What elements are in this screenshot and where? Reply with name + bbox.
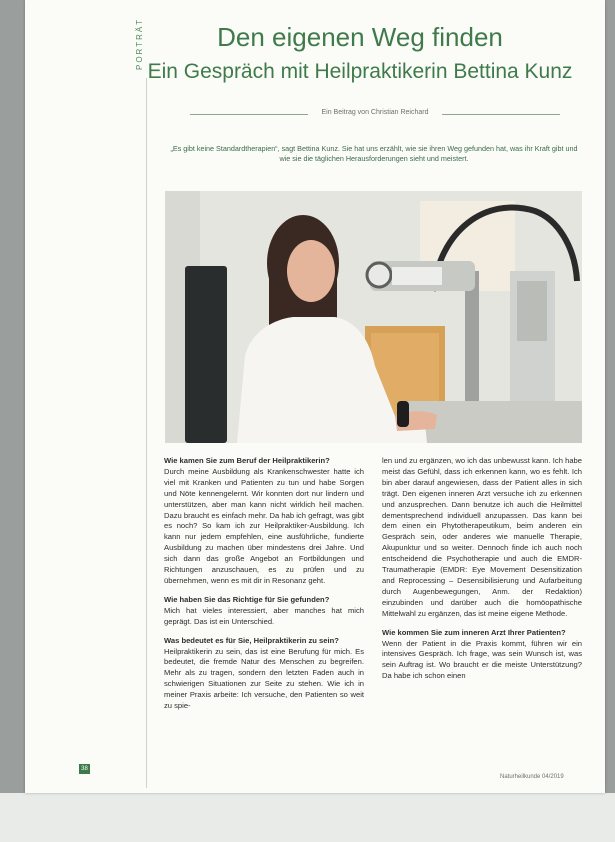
interview-answer: Durch meine Ausbildung als Krankenschwester hatte ich viel mit Kranken und Patienten zu tun und habe Sorgen und Nöte kennengelernt. Wir konnten dort nur lindern und unterstützen, aber man kann nicht wirklich heil machen. Dazu braucht es einfach mehr. Da hab ich gefragt, was gibt es noch? So kam ich zur Heilpraktiker-Ausbildung. Ich kann nur jedem empfehlen, eine ausführliche, fundierte Ausbildung zu machen über mindestens drei Jahre. Und sich dann das große Angebot an Fortbildungen und Richtungen anzuschauen, es zu prüfen und zu übernehmen, wenn es mit dir in Resonanz geht. (164, 466, 364, 585)
interview-question: Wie haben Sie das Richtige für Sie gefunden? (164, 594, 330, 604)
qa-block (382, 456, 582, 620)
article-column-right (382, 456, 582, 690)
interview-answer: Heilpraktikerin zu sein, das ist eine Berufung für mich. Es bedeutet, die fremde Natur des Menschen zu begreifen. Mehr als zu tragen, sondern den letzten Faden auch in schwierigen Situationen zur Seite zu stehen. Wie ich in meiner Praxis arbeite: Ich versuche, den Patienten so weit zu spie- (164, 646, 364, 711)
byline-rule-left (190, 114, 308, 115)
article-column-left (164, 456, 364, 720)
interview-question: Was bedeutet es für Sie, Heilpraktikerin zu sein? (164, 635, 339, 645)
section-divider (146, 78, 147, 788)
qa-block (382, 628, 582, 683)
article-subtitle: Ein Gespräch mit Heilpraktikerin Bettina Kunz (147, 60, 573, 83)
qa-block (164, 456, 364, 587)
interview-question: Wie kamen Sie zum Beruf der Heilpraktikerin? (164, 456, 330, 465)
interview-question: Wie kommen Sie zum inneren Arzt Ihrer Patienten? (382, 627, 566, 637)
intro-text: „Es gibt keine Standardtherapien“, sagt Bettina Kunz. Sie hat uns erzählt, wie sie ihren Weg gefunden hat, was ihr Kraft gibt und wie sie die täglichen Herausforderungen sieht und meistert. (170, 144, 578, 163)
interview-answer: Wenn der Patient in die Praxis kommt, führen wir ein intensives Gespräch. Ich frage, was sein Wunsch ist, was sein Auftrag ist. Wo braucht er die meiste Unterstützung? Da habe ich schon einen (382, 638, 582, 681)
byline: Ein Beitrag von Christian Reichard (321, 109, 429, 116)
portrait-photo (165, 191, 582, 443)
journal-footer: Naturheilkunde 04/2019 (500, 774, 564, 780)
scanner-margin (0, 793, 615, 842)
interview-answer: len und zu ergänzen, wo ich das unbewusst kann. Ich habe meist das Gefühl, dass ich erkennen kann, wo es fehlt. Ich bin aber darauf angewiesen, dass der Patient alles in sich trägt. Den eigenen inneren Arzt versuche ich zu erkennen und anzusprechen. Dann benutze ich auch die Heilmittel dementsprechend individuell anzupassen. Das kann bei dem einen ein Phytotherapeutikum, beim anderen ein Gespräch sein, oder anderes wie manuelle Therapie, Akupunktur und so weiter. Dennoch finde ich auch noch entscheidend die Psychotherapie und auch die EMDR-Traumatherapie (EMDR: Eye Movement Desensitization and Reprocessing – Desensibilisierung und Aufarbeitung durch Augenbewegungen, Anm. der Redaktion) einzubinden und darüber auch die homöopathische Mittelwahl zu ergänzen, das ist meine eigene Methode. (382, 456, 582, 618)
page-number: 38 (79, 764, 90, 774)
byline-row (190, 108, 560, 120)
portrait-photo-illustration (165, 191, 582, 443)
qa-block (164, 595, 364, 628)
article-title: Den eigenen Weg finden (217, 22, 503, 52)
interview-answer: Mich hat vieles interessiert, aber manches hat mich geprägt. Das ist ein Unterschied. (164, 605, 364, 626)
qa-block (164, 636, 364, 712)
section-label: PORTRÄT (135, 17, 144, 70)
byline-rule-right (442, 114, 560, 115)
